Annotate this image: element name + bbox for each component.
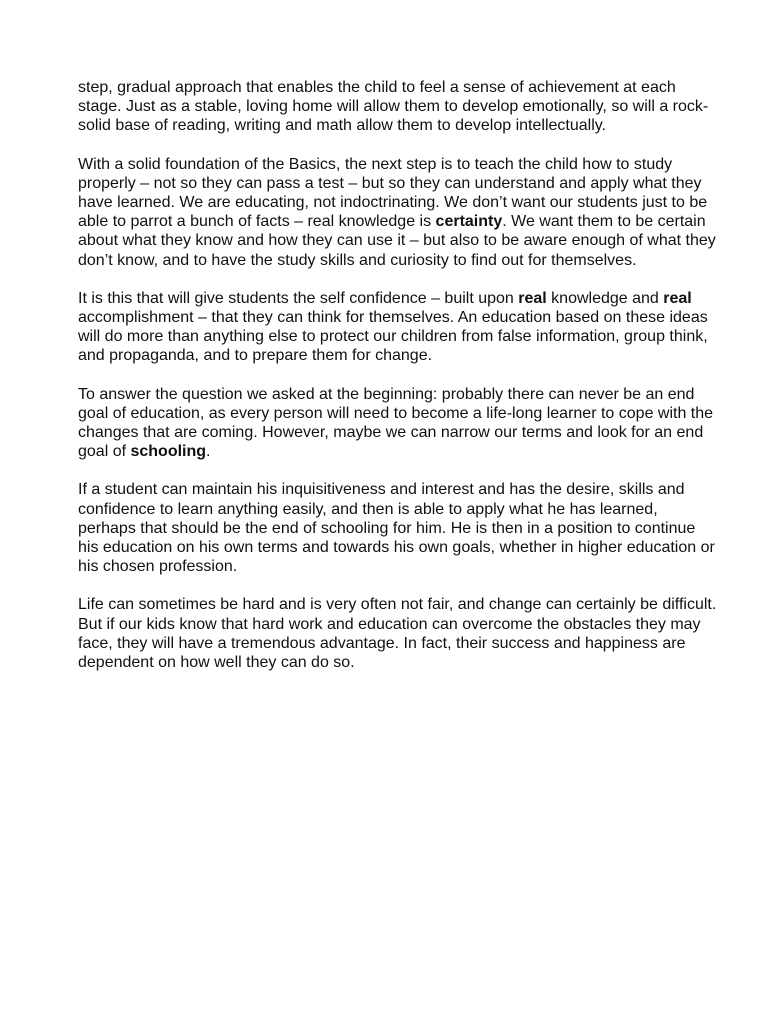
paragraph-6 <box>78 595 718 672</box>
paragraph-4-text-a: To answer the question we asked at the beginning: probably there can never be an end goal of education, as every person will need to become a life-long learner to cope with the changes that are coming. However, maybe we can narrow our terms and look for an end goal of <box>78 385 714 461</box>
paragraph-2-text-a: With a solid foundation of the Basics, the next step is to teach the child how to study properly – not so they can pass a test – but so they can understand and apply what they have learned. We are educating, not indoctrinating. We don’t want our students just to be able to parrot a bunch of facts – real knowledge is <box>78 155 708 231</box>
emphasis-schooling: schooling <box>130 443 207 461</box>
paragraph-3 <box>78 289 718 366</box>
document-page <box>78 78 718 691</box>
emphasis-real-1: real <box>518 289 547 307</box>
paragraph-5 <box>78 480 718 576</box>
paragraph-1 <box>78 78 718 136</box>
paragraph-3-text-a: It is this that will give students the self confidence – built upon <box>78 289 519 307</box>
paragraph-1-text: step, gradual approach that enables the child to feel a sense of achievement at each stage. Just as a stable, loving home will allow them to develop emotionally, so will a rock-solid base of reading, writing and math allow them to develop intellectually. <box>78 79 709 135</box>
paragraph-6-text: Life can sometimes be hard and is very often not fair, and change can certainly be difficult. But if our kids know that hard work and education can overcome the obstacles they may face, they will have a tremendous advantage. In fact, their success and happiness are dependent on how well they can do so. <box>78 596 717 672</box>
paragraph-5-text: If a student can maintain his inquisitiveness and interest and has the desire, skills and confidence to learn anything easily, and then is able to apply what he has learned, perhaps that should be the end of schooling for him. He is then in a position to continue his education on his own terms and towards his own goals, whether in higher education or his chosen profession. <box>78 481 715 576</box>
emphasis-real-2: real <box>663 289 692 307</box>
paragraph-4 <box>78 385 718 462</box>
paragraph-2 <box>78 155 718 270</box>
paragraph-2-text-b: . We want them to be certain about what they know and how they can use it – but also to be aware enough of what they don’t know, and to have the study skills and curiosity to find out for themselves. <box>78 213 716 269</box>
paragraph-4-text-b: . <box>206 443 211 461</box>
emphasis-certainty: certainty <box>435 213 503 231</box>
paragraph-3-text-b: knowledge and <box>546 289 664 307</box>
paragraph-3-text-c: accomplishment – that they can think for themselves. An education based on these ideas will do more than anything else to protect our children from false information, group think, and propaganda, and to prepare them for change. <box>78 309 708 365</box>
